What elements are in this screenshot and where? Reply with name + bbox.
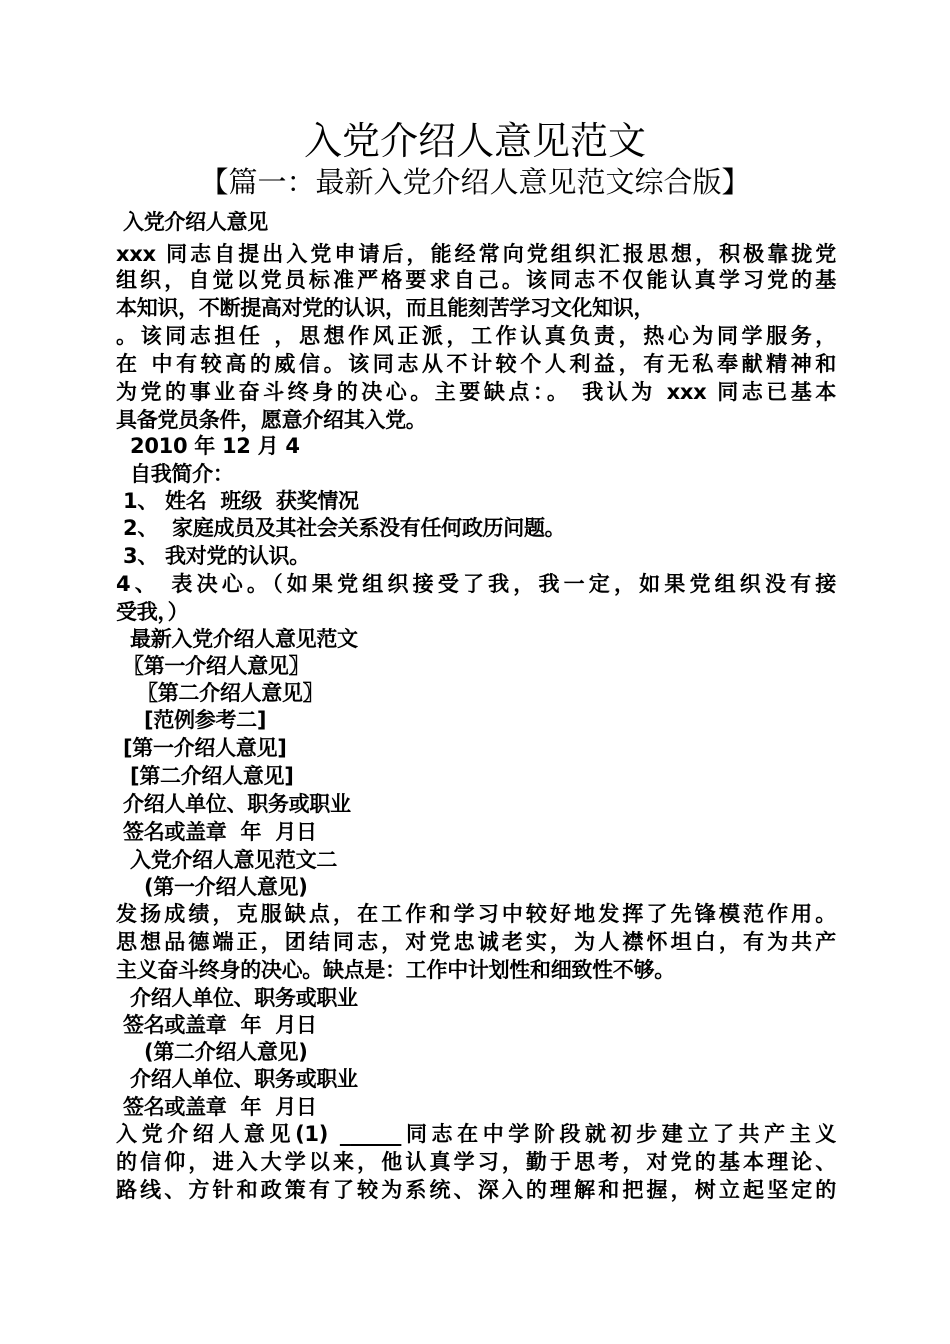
body-line: 介绍人单位、职务或职业: [116, 1067, 358, 1091]
body-line: 入党介绍人意见范文二: [116, 848, 338, 872]
body-line: 介绍人单位、职务或职业: [116, 986, 358, 1010]
body-line: 。该同志担任 ，思想作风正派，工作认真负责，热心为同学服务，: [116, 324, 836, 348]
body-line: 路线、方针和政策有了较为系统、深入的理解和把握，树立起坚定的: [116, 1178, 836, 1202]
body-line: 本知识，不断提高对党的认识，而且能刻苦学习文化知识，: [116, 296, 655, 320]
body-line: [第二介绍人意见]: [116, 764, 294, 788]
body-line: 入党介绍人意见(1) ______同志在中学阶段就初步建立了共产主义: [116, 1122, 836, 1146]
body-line: 发扬成绩，克服缺点，在工作和学习中较好地发挥了先锋模范作用。: [116, 902, 836, 926]
body-line: 签名或盖章 年 月日: [116, 820, 317, 844]
body-line: 2、 家庭成员及其社会关系没有任何政历问题。: [116, 516, 566, 540]
body-line: 最新入党介绍人意见范文: [116, 627, 358, 651]
body-line: 3、 我对党的认识。: [116, 544, 310, 568]
body-line: 自我简介：: [116, 462, 234, 486]
body-line: [范例参考二]: [116, 708, 267, 732]
body-line: 4、 表决心。（如果党组织接受了我，我一定，如果党组织没有接: [116, 572, 836, 596]
body-line: 受我，）: [116, 600, 189, 624]
body-line: [第一介绍人意见]: [116, 736, 287, 760]
body-line: 2010 年 12 月 4: [116, 434, 300, 458]
body-line: 〖第二介绍人意见〗: [116, 681, 324, 705]
document-subtitle: 【篇一：最新入党介绍人意见范文综合版】: [199, 165, 751, 199]
body-line: 1、 姓名 班级 获奖情况: [116, 489, 359, 513]
body-line: 入党介绍人意见: [116, 210, 268, 234]
body-line: xxx 同志自提出入党申请后，能经常向党组织汇报思想，积极靠拢党: [116, 242, 836, 266]
body-line: 为党的事业奋斗终身的决心。主要缺点：。 我认为 xxx 同志已基本: [116, 380, 836, 404]
body-line: (第二介绍人意见): [116, 1040, 308, 1064]
body-line: 的信仰，进入大学以来，他认真学习，勤于思考，对党的基本理论、: [116, 1150, 836, 1174]
body-line: 〖第一介绍人意见〗: [116, 654, 310, 678]
document-title: 入党介绍人意见范文: [303, 119, 646, 163]
body-line: 签名或盖章 年 月日: [116, 1095, 317, 1119]
body-line: 主义奋斗终身的决心。缺点是：工作中计划性和细致性不够。: [116, 958, 675, 982]
body-line: 在 中有较高的威信。该同志从不计较个人利益，有无私奉献精神和: [116, 352, 836, 376]
body-line: 组织，自觉以党员标准严格要求自己。该同志不仅能认真学习党的基: [116, 268, 836, 292]
body-line: 思想品德端正，团结同志，对党忠诚老实，为人襟怀坦白，有为共产: [116, 930, 836, 954]
body-line: 介绍人单位、职务或职业: [116, 792, 351, 816]
body-line: 具备党员条件，愿意介绍其入党。: [116, 408, 427, 432]
body-line: 签名或盖章 年 月日: [116, 1013, 317, 1037]
body-line: (第一介绍人意见): [116, 875, 308, 899]
